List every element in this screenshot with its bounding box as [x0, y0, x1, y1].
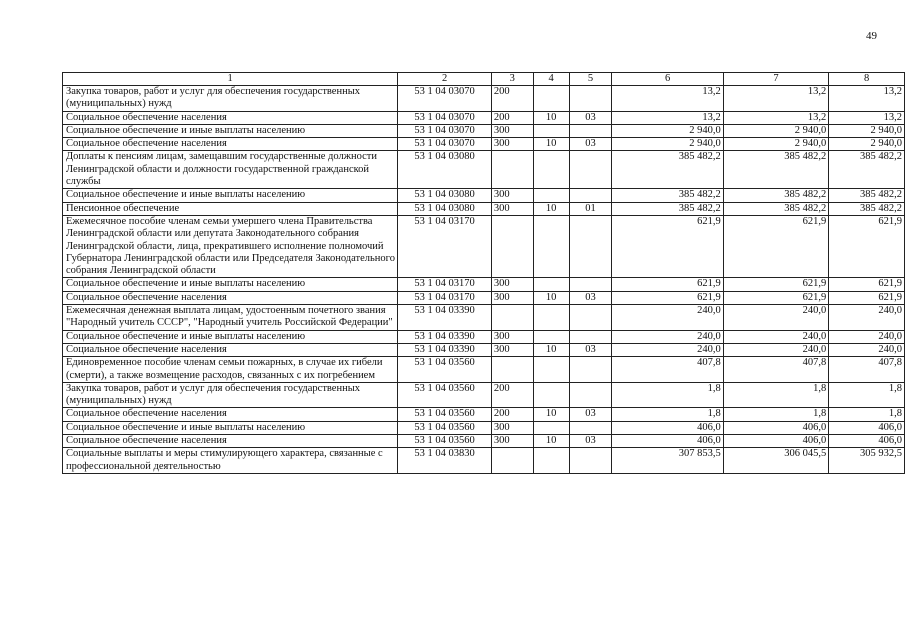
- expense-type-cell: 300: [491, 124, 533, 137]
- amount-year2-cell: 13,2: [723, 111, 828, 124]
- expense-type-cell: 300: [491, 278, 533, 291]
- amount-year2-cell: 621,9: [723, 291, 828, 304]
- amount-year3-cell: 385 482,2: [829, 151, 905, 189]
- amount-year1-cell: 307 853,5: [612, 448, 723, 474]
- expense-type-cell: 300: [491, 330, 533, 343]
- table-row: [63, 111, 905, 124]
- amount-year3-cell: 240,0: [829, 305, 905, 331]
- amount-year2-cell: 621,9: [723, 215, 828, 277]
- amount-year3-cell: 1,8: [829, 382, 905, 408]
- page-number: 49: [866, 30, 877, 42]
- expense-type-cell: [491, 151, 533, 189]
- column-header: 2: [398, 73, 492, 86]
- target-code-cell: 53 1 04 03560: [398, 382, 492, 408]
- row-name-cell: Закупка товаров, работ и услуг для обеспечения государственных (муниципальных) нужд: [63, 86, 398, 112]
- section-cell: 10: [533, 408, 569, 421]
- subsection-cell: [569, 124, 612, 137]
- section-cell: [533, 357, 569, 383]
- section-cell: 10: [533, 111, 569, 124]
- target-code-cell: 53 1 04 03390: [398, 343, 492, 356]
- target-code-cell: 53 1 04 03170: [398, 215, 492, 277]
- subsection-cell: 03: [569, 343, 612, 356]
- expense-type-cell: 300: [491, 202, 533, 215]
- section-cell: [533, 189, 569, 202]
- row-name-cell: Доплаты к пенсиям лицам, замещавшим государственные должности Ленинградской области и должности государственной гражданской службы: [63, 151, 398, 189]
- section-cell: 10: [533, 138, 569, 151]
- column-header: 4: [533, 73, 569, 86]
- target-code-cell: 53 1 04 03830: [398, 448, 492, 474]
- amount-year1-cell: 407,8: [612, 357, 723, 383]
- amount-year1-cell: 385 482,2: [612, 202, 723, 215]
- expense-type-cell: 300: [491, 189, 533, 202]
- amount-year2-cell: 385 482,2: [723, 151, 828, 189]
- amount-year2-cell: 240,0: [723, 305, 828, 331]
- amount-year2-cell: 385 482,2: [723, 189, 828, 202]
- amount-year1-cell: 621,9: [612, 278, 723, 291]
- section-cell: 10: [533, 202, 569, 215]
- subsection-cell: 03: [569, 408, 612, 421]
- amount-year1-cell: 240,0: [612, 330, 723, 343]
- expense-type-cell: [491, 448, 533, 474]
- target-code-cell: 53 1 04 03170: [398, 278, 492, 291]
- subsection-cell: 03: [569, 138, 612, 151]
- subsection-cell: [569, 357, 612, 383]
- subsection-cell: [569, 215, 612, 277]
- amount-year2-cell: 406,0: [723, 435, 828, 448]
- subsection-cell: [569, 189, 612, 202]
- table-row: [63, 86, 905, 112]
- expense-type-cell: 300: [491, 421, 533, 434]
- table-row: [63, 421, 905, 434]
- amount-year2-cell: 2 940,0: [723, 138, 828, 151]
- row-name-cell: Единовременное пособие членам семьи пожарных, в случае их гибели (смерти), а также возмещение расходов, связанных с их погребением: [63, 357, 398, 383]
- column-header: 1: [63, 73, 398, 86]
- table-row: [63, 408, 905, 421]
- section-cell: [533, 382, 569, 408]
- subsection-cell: [569, 421, 612, 434]
- amount-year1-cell: 621,9: [612, 291, 723, 304]
- amount-year3-cell: 2 940,0: [829, 124, 905, 137]
- row-name-cell: Закупка товаров, работ и услуг для обеспечения государственных (муниципальных) нужд: [63, 382, 398, 408]
- column-header: 6: [612, 73, 723, 86]
- amount-year1-cell: 13,2: [612, 86, 723, 112]
- section-cell: [533, 305, 569, 331]
- subsection-cell: [569, 86, 612, 112]
- table-row: [63, 330, 905, 343]
- amount-year3-cell: 240,0: [829, 343, 905, 356]
- section-cell: [533, 215, 569, 277]
- expense-type-cell: 300: [491, 291, 533, 304]
- row-name-cell: Социальное обеспечение населения: [63, 291, 398, 304]
- column-header: 7: [723, 73, 828, 86]
- amount-year1-cell: 1,8: [612, 382, 723, 408]
- expense-type-cell: [491, 357, 533, 383]
- amount-year2-cell: 406,0: [723, 421, 828, 434]
- target-code-cell: 53 1 04 03560: [398, 435, 492, 448]
- amount-year3-cell: 1,8: [829, 408, 905, 421]
- amount-year3-cell: 240,0: [829, 330, 905, 343]
- row-name-cell: Социальное обеспечение населения: [63, 138, 398, 151]
- target-code-cell: 53 1 04 03390: [398, 330, 492, 343]
- section-cell: [533, 151, 569, 189]
- section-cell: [533, 421, 569, 434]
- section-cell: [533, 86, 569, 112]
- amount-year1-cell: 240,0: [612, 343, 723, 356]
- expense-type-cell: [491, 305, 533, 331]
- amount-year1-cell: 406,0: [612, 421, 723, 434]
- table-row: [63, 278, 905, 291]
- amount-year3-cell: 621,9: [829, 278, 905, 291]
- row-name-cell: Социальное обеспечение и иные выплаты населению: [63, 421, 398, 434]
- expense-type-cell: 200: [491, 111, 533, 124]
- expense-type-cell: 200: [491, 408, 533, 421]
- amount-year2-cell: 407,8: [723, 357, 828, 383]
- amount-year2-cell: 13,2: [723, 86, 828, 112]
- amount-year3-cell: 305 932,5: [829, 448, 905, 474]
- expense-type-cell: 300: [491, 343, 533, 356]
- amount-year3-cell: 13,2: [829, 86, 905, 112]
- amount-year3-cell: 621,9: [829, 291, 905, 304]
- table-row: [63, 382, 905, 408]
- table-row: [63, 357, 905, 383]
- target-code-cell: 53 1 04 03080: [398, 151, 492, 189]
- target-code-cell: 53 1 04 03560: [398, 408, 492, 421]
- target-code-cell: 53 1 04 03070: [398, 111, 492, 124]
- expense-type-cell: 300: [491, 435, 533, 448]
- budget-table: [62, 72, 905, 474]
- table-row: [63, 291, 905, 304]
- amount-year2-cell: 621,9: [723, 278, 828, 291]
- table-body: [63, 86, 905, 474]
- amount-year1-cell: 2 940,0: [612, 124, 723, 137]
- column-header: 3: [491, 73, 533, 86]
- row-name-cell: Социальное обеспечение и иные выплаты населению: [63, 189, 398, 202]
- amount-year1-cell: 2 940,0: [612, 138, 723, 151]
- amount-year3-cell: 406,0: [829, 421, 905, 434]
- amount-year2-cell: 306 045,5: [723, 448, 828, 474]
- table-row: [63, 151, 905, 189]
- amount-year1-cell: 621,9: [612, 215, 723, 277]
- subsection-cell: [569, 305, 612, 331]
- subsection-cell: [569, 382, 612, 408]
- amount-year2-cell: 2 940,0: [723, 124, 828, 137]
- section-cell: [533, 448, 569, 474]
- subsection-cell: [569, 151, 612, 189]
- amount-year3-cell: 621,9: [829, 215, 905, 277]
- table-row: [63, 343, 905, 356]
- row-name-cell: Ежемесячное пособие членам семьи умершего члена Правительства Ленинградской области или депутата Законодательного собрания Ленинградской области, лица, прекратившего исполнение полномочий Губернатора Ленинградской области или Председателя Законодательного собрания Ленинградской области: [63, 215, 398, 277]
- amount-year1-cell: 406,0: [612, 435, 723, 448]
- subsection-cell: [569, 448, 612, 474]
- target-code-cell: 53 1 04 03170: [398, 291, 492, 304]
- expense-type-cell: 200: [491, 86, 533, 112]
- amount-year1-cell: 1,8: [612, 408, 723, 421]
- amount-year3-cell: 406,0: [829, 435, 905, 448]
- row-name-cell: Социальное обеспечение населения: [63, 435, 398, 448]
- table-header-row: [63, 73, 905, 86]
- target-code-cell: 53 1 04 03560: [398, 421, 492, 434]
- table-row: [63, 138, 905, 151]
- subsection-cell: [569, 330, 612, 343]
- amount-year2-cell: 1,8: [723, 408, 828, 421]
- subsection-cell: 03: [569, 435, 612, 448]
- table-row: [63, 448, 905, 474]
- subsection-cell: 03: [569, 111, 612, 124]
- row-name-cell: Пенсионное обеспечение: [63, 202, 398, 215]
- amount-year3-cell: 407,8: [829, 357, 905, 383]
- amount-year1-cell: 13,2: [612, 111, 723, 124]
- table-row: [63, 202, 905, 215]
- row-name-cell: Социальное обеспечение и иные выплаты населению: [63, 124, 398, 137]
- amount-year1-cell: 385 482,2: [612, 189, 723, 202]
- row-name-cell: Социальное обеспечение населения: [63, 343, 398, 356]
- expense-type-cell: 200: [491, 382, 533, 408]
- section-cell: [533, 124, 569, 137]
- table-row: [63, 435, 905, 448]
- target-code-cell: 53 1 04 03070: [398, 86, 492, 112]
- target-code-cell: 53 1 04 03080: [398, 202, 492, 215]
- section-cell: [533, 330, 569, 343]
- subsection-cell: 03: [569, 291, 612, 304]
- amount-year2-cell: 385 482,2: [723, 202, 828, 215]
- table-row: [63, 215, 905, 277]
- column-header: 5: [569, 73, 612, 86]
- table-row: [63, 189, 905, 202]
- section-cell: 10: [533, 291, 569, 304]
- amount-year3-cell: 385 482,2: [829, 202, 905, 215]
- expense-type-cell: [491, 215, 533, 277]
- target-code-cell: 53 1 04 03070: [398, 138, 492, 151]
- row-name-cell: Ежемесячная денежная выплата лицам, удостоенным почетного звания "Народный учитель СССР", "Народный учитель Российской Федерации": [63, 305, 398, 331]
- row-name-cell: Социальное обеспечение населения: [63, 408, 398, 421]
- section-cell: [533, 278, 569, 291]
- amount-year3-cell: 2 940,0: [829, 138, 905, 151]
- target-code-cell: 53 1 04 03390: [398, 305, 492, 331]
- amount-year3-cell: 385 482,2: [829, 189, 905, 202]
- target-code-cell: 53 1 04 03070: [398, 124, 492, 137]
- table-row: [63, 124, 905, 137]
- amount-year2-cell: 240,0: [723, 330, 828, 343]
- amount-year2-cell: 1,8: [723, 382, 828, 408]
- section-cell: 10: [533, 435, 569, 448]
- target-code-cell: 53 1 04 03560: [398, 357, 492, 383]
- subsection-cell: 01: [569, 202, 612, 215]
- row-name-cell: Социальное обеспечение и иные выплаты населению: [63, 278, 398, 291]
- column-header: 8: [829, 73, 905, 86]
- section-cell: 10: [533, 343, 569, 356]
- table-row: [63, 305, 905, 331]
- row-name-cell: Социальное обеспечение и иные выплаты населению: [63, 330, 398, 343]
- row-name-cell: Социальные выплаты и меры стимулирующего характера, связанные с профессиональной деятельностью: [63, 448, 398, 474]
- row-name-cell: Социальное обеспечение населения: [63, 111, 398, 124]
- amount-year3-cell: 13,2: [829, 111, 905, 124]
- expense-type-cell: 300: [491, 138, 533, 151]
- subsection-cell: [569, 278, 612, 291]
- amount-year1-cell: 240,0: [612, 305, 723, 331]
- target-code-cell: 53 1 04 03080: [398, 189, 492, 202]
- amount-year1-cell: 385 482,2: [612, 151, 723, 189]
- amount-year2-cell: 240,0: [723, 343, 828, 356]
